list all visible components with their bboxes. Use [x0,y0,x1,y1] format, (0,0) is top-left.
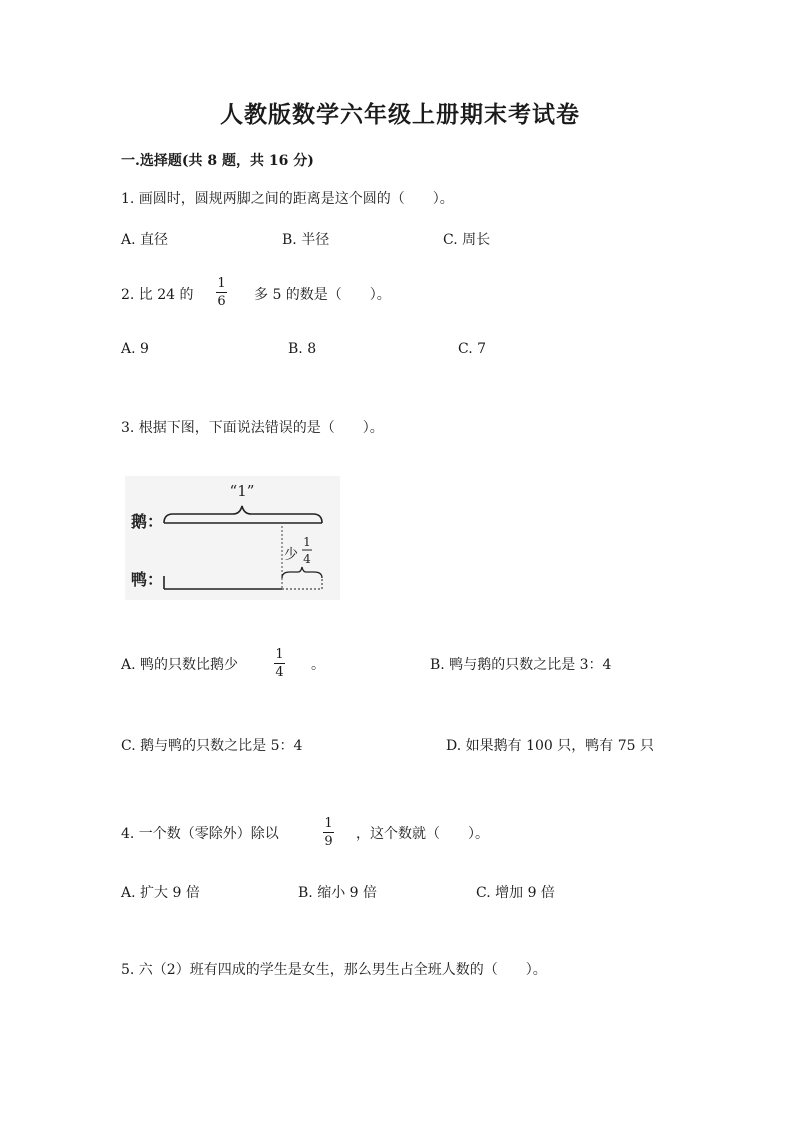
question-3-option-d: D. 如果鹅有 100 只，鸭有 75 只 [446,738,654,754]
fraction-bar [323,832,334,833]
fraction-numerator: 1 [275,647,284,662]
less-fraction-numerator: 1 [303,535,311,549]
question-2-fraction [216,276,227,309]
question-1-stem: 1. 画圆时，圆规两脚之间的距离是这个圆的（ ）。 [121,191,454,207]
less-label: 少 [284,547,298,563]
page-title: 人教版数学六年级上册期末考试卷 [220,101,580,128]
whole-label: “1” [229,482,255,500]
question-3-figure [125,476,340,600]
question-1-option-c: C. 周长 [443,232,491,248]
question-4-stem-end: ，这个数就（ ）。 [356,826,489,842]
question-2-stem-start: 2. 比 24 的 [121,287,194,303]
fraction-bar [274,663,285,664]
fraction-denominator: 9 [324,834,333,849]
question-2-stem-end: 多 5 的数是（ ）。 [254,287,391,303]
question-1-option-b: B. 半径 [282,232,330,248]
fraction-denominator: 4 [275,665,284,680]
section-heading: 一.选择题(共 8 题，共 16 分) [121,153,314,169]
less-fraction-denominator: 4 [303,552,311,566]
question-3-option-a-end: 。 [311,657,325,673]
question-4-stem-start: 4. 一个数（零除外）除以 [121,826,279,842]
question-5-stem: 5. 六（2）班有四成的学生是女生，那么男生占全班人数的（ ）。 [121,962,547,978]
question-4-option-a: A. 扩大 9 倍 [121,885,200,901]
fraction-bar [216,292,227,293]
fraction-denominator: 6 [217,294,226,309]
question-2-option-a: A. 9 [121,341,149,357]
question-1-option-a: A. 直径 [121,232,169,248]
fraction-numerator: 1 [324,816,333,831]
question-3-option-c: C. 鹅与鸭的只数之比是 5：4 [121,738,303,754]
question-4-option-c: C. 增加 9 倍 [476,885,555,901]
question-3-stem: 3. 根据下图，下面说法错误的是（ ）。 [121,420,384,436]
question-3-option-a: A. 鸭的只数比鹅少 [121,657,239,673]
question-3-option-b: B. 鸭与鹅的只数之比是 3：4 [430,657,612,673]
duck-label: 鸭： [131,570,164,589]
question-4-fraction [323,816,334,849]
goose-label: 鹅： [131,512,164,531]
question-2-option-b: B. 8 [288,341,317,357]
fraction-numerator: 1 [217,276,226,291]
question-2-option-c: C. 7 [458,341,487,357]
question-3-option-a-fraction [274,647,285,680]
question-4-option-b: B. 缩小 9 倍 [298,885,377,901]
